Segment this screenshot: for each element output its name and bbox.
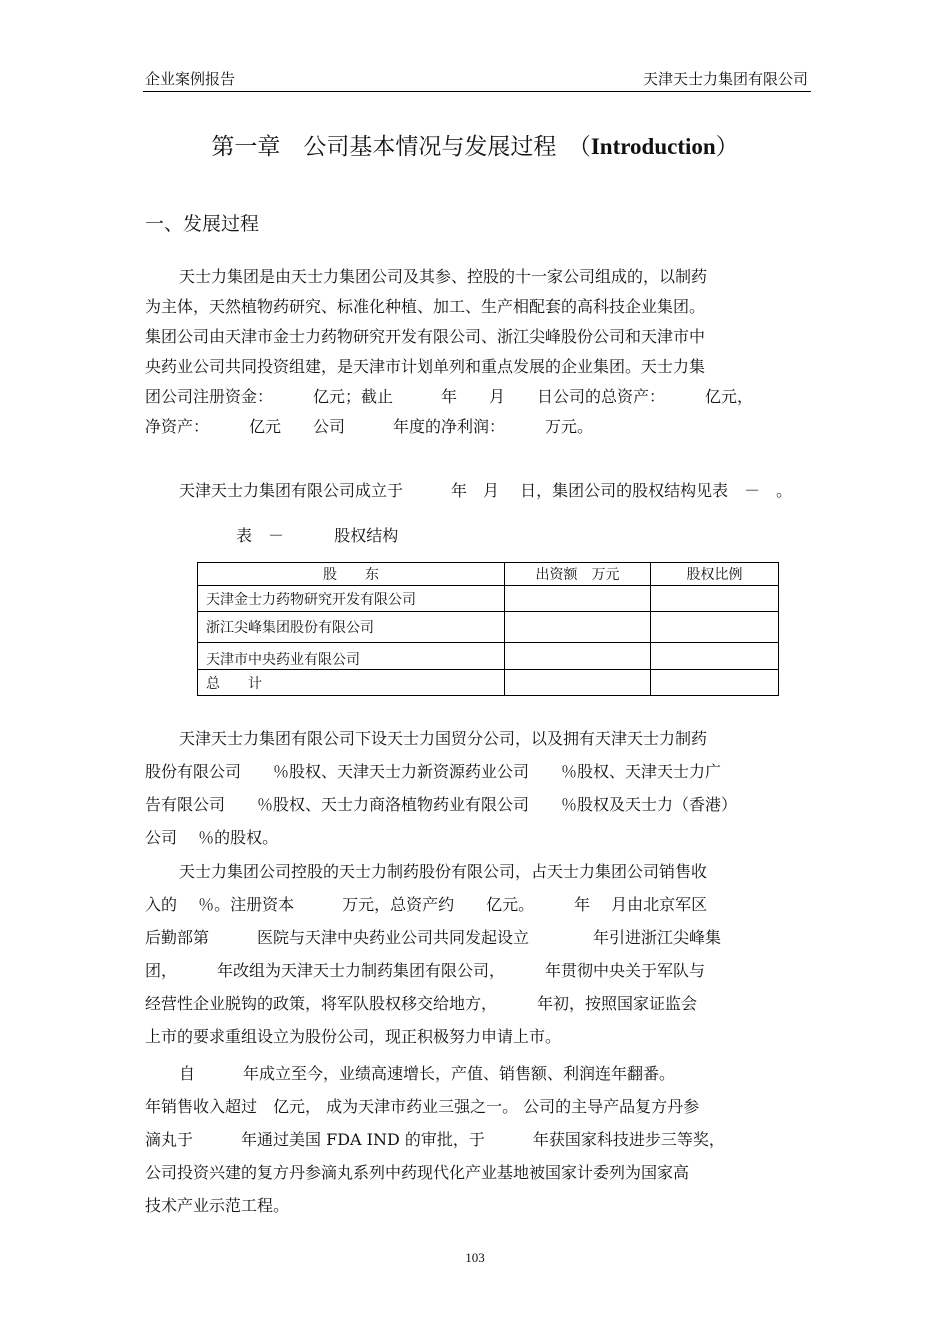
table-caption (236, 523, 398, 546)
chapter-title-close: ） (715, 134, 739, 160)
table-caption-label: 表 － (236, 526, 285, 545)
paragraph-line: 上市的要求重组设立为股份公司，现正积极努力申请上市。 (145, 1027, 562, 1046)
table-cell-capital (505, 643, 651, 670)
table-header-capital: 出资额 万元 (505, 563, 651, 586)
paragraph-line: 天津天士力集团有限公司下设天士力国贸分公司，以及拥有天津天士力制药 (179, 729, 708, 748)
paragraph-1 (145, 262, 807, 442)
paragraph-5 (145, 1057, 807, 1090)
paragraph-line: 天士力集团公司控股的天士力制药股份有限公司，占天士力集团公司销售收 (179, 862, 708, 881)
paragraph-line: 央药业公司共同投资组建，是天津市计划单列和重点发展的企业集团。天士力集 (145, 357, 706, 376)
table-row (198, 586, 779, 612)
paragraph-line: 入的 ％。注册资本 万元，总资产约 亿元。 年 月由北京军区 (145, 895, 708, 914)
table-cell-shareholder: 天津金士力药物研究开发有限公司 (198, 586, 505, 612)
paragraph-line: 技术产业示范工程。 (145, 1196, 290, 1215)
header-rule (143, 91, 811, 92)
paragraph-line: 团， 年改组为天津天士力制药集团有限公司， 年贯彻中央关于军队与 (145, 961, 706, 980)
table-cell-ratio (651, 643, 779, 670)
paragraph-line: 告有限公司 ％股权、天士力商洛植物药业有限公司 ％股权及天士力（香港） (145, 795, 738, 814)
paragraph-line: 集团公司由天津市金士力药物研究开发有限公司、浙江尖峰股份公司和天津市中 (145, 327, 706, 346)
page-header-right: 天津天士力集团有限公司 (642, 70, 808, 88)
paragraph-line: 公司 ％的股权。 (145, 828, 279, 847)
page-number: 103 (465, 1250, 485, 1265)
paragraph-4 (145, 855, 807, 1053)
chapter-title (0, 128, 950, 161)
paragraph-line: 经营性企业脱钩的政策，将军队股权移交给地方， 年初，按照国家证监会 (145, 994, 698, 1013)
table-cell-shareholder: 天津市中央药业有限公司 (198, 643, 505, 670)
paragraph-line: 股份有限公司 ％股权、天津天士力新资源药业公司 ％股权、天津天士力广 (145, 762, 722, 781)
paragraph-line: 净资产： 亿元 公司 年度的净利润： 万元。 (145, 417, 594, 436)
paragraph-line: 自 年成立至今，业绩高速增长，产值、销售额、利润连年翻番。 (179, 1064, 676, 1083)
paragraph-line: 天津天士力集团有限公司成立于 年 月 日，集团公司的股权结构见表 － 。 (179, 481, 793, 500)
table-row (198, 612, 779, 643)
table-cell-ratio (651, 586, 779, 612)
table-header-row (198, 563, 779, 586)
page-header-left: 企业案例报告 (145, 70, 236, 88)
chapter-title-cn: 第一章 公司基本情况与发展过程 （ (211, 134, 591, 160)
equity-table (197, 562, 779, 696)
table-header-shareholder: 股 东 (198, 563, 505, 586)
paragraph-2 (145, 476, 807, 506)
table-cell-capital (505, 612, 651, 643)
paragraph-3 (145, 722, 807, 854)
table-row (198, 643, 779, 670)
table-cell-shareholder: 浙江尖峰集团股份有限公司 (198, 612, 505, 643)
table-cell-ratio (651, 612, 779, 643)
paragraph-line: 天士力集团是由天士力集团公司及其参、控股的十一家公司组成的，以制药 (179, 267, 708, 286)
paragraph-line: 年销售收入超过 亿元， 成为天津市药业三强之一。 公司的主导产品复方丹参 (145, 1097, 700, 1116)
paragraph-line: 团公司注册资金： 亿元；截止 年 月 日公司的总资产： 亿元， (145, 387, 754, 406)
table-header-ratio: 股权比例 (651, 563, 779, 586)
paragraph-line: 为主体，天然植物药研究、标准化种植、加工、生产相配套的高科技企业集团。 (145, 297, 706, 316)
table-cell-capital (505, 586, 651, 612)
table-cell-ratio (651, 670, 779, 696)
table-cell-capital (505, 670, 651, 696)
paragraph-line: 公司投资兴建的复方丹参滴丸系列中药现代化产业基地被国家计委列为国家高 (145, 1163, 690, 1182)
paragraph-line: 后勤部第 医院与天津中央药业公司共同发起设立 年引进浙江尖峰集 (145, 928, 722, 947)
chapter-title-en: Introduction (590, 134, 716, 159)
table-row-total (198, 670, 779, 696)
table-caption-title: 股权结构 (334, 526, 399, 545)
section-title: 一、发展过程 (145, 213, 260, 235)
paragraph-6 (145, 1090, 807, 1222)
table-cell-shareholder: 总 计 (198, 670, 505, 696)
paragraph-line: 滴丸于 年通过美国 FDA IND 的审批，于 年获国家科技进步三等奖， (145, 1130, 725, 1149)
